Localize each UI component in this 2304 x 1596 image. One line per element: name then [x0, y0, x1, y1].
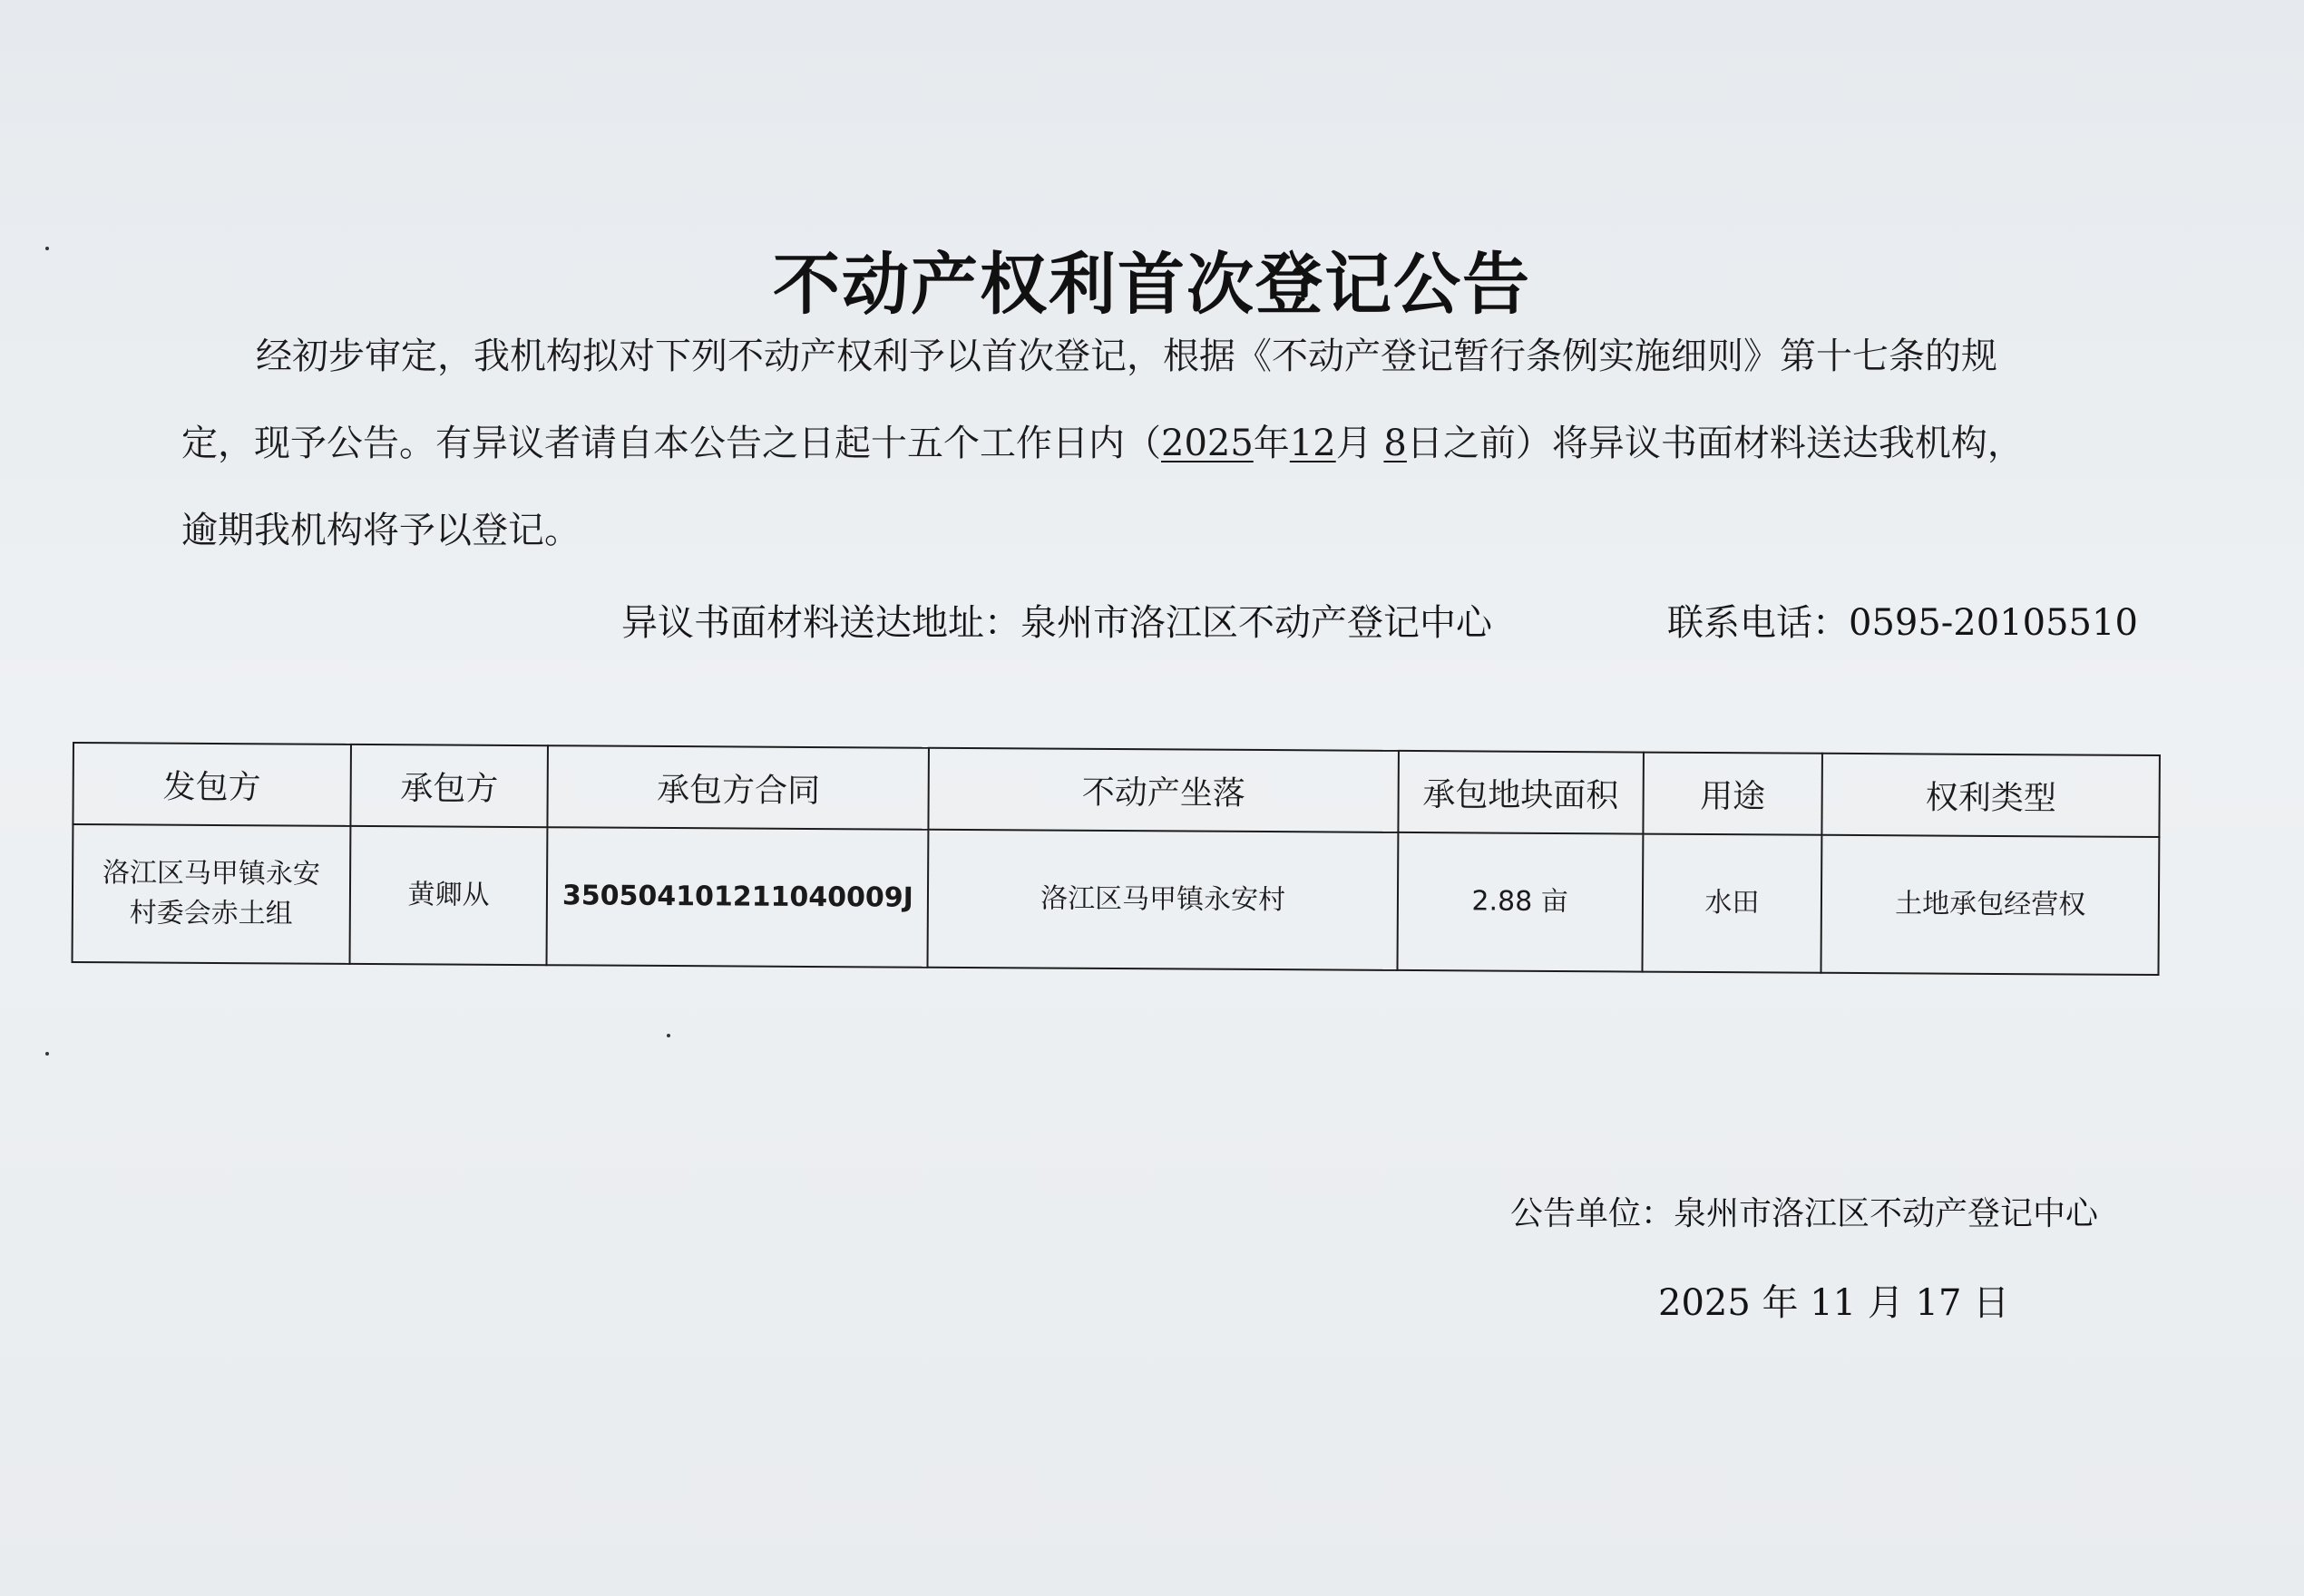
header-area: 承包地块面积 [1398, 751, 1643, 834]
cell-contract-no: 350504101211040009J [547, 827, 929, 968]
cell-area: 2.88 亩 [1397, 832, 1643, 972]
year-char: 年 [1253, 423, 1290, 464]
paper-speck [667, 1034, 670, 1037]
body-line-3: 逾期我机构将予以登记。 [181, 510, 581, 551]
deadline-year: 2025 [1161, 423, 1254, 464]
body-line-2-start: 定，现予公告。有异议者请自本公告之日起十五个工作日内（ [181, 423, 1161, 464]
header-contract: 承包方合同 [548, 745, 929, 830]
month-char: 月 [1335, 423, 1384, 464]
body-line-2 [181, 400, 2024, 487]
body-line-1: 经初步审定，我机构拟对下列不动产权利予以首次登记，根据《不动产登记暂行条例实施细则》第十七条的规 [256, 336, 1997, 377]
registration-table [72, 742, 2161, 976]
header-use: 用途 [1643, 753, 1822, 835]
header-contractor: 承包方 [350, 744, 548, 827]
cell-contractor: 黄卿从 [349, 826, 548, 965]
objection-address: 异议书面材料送达地址：泉州市洛江区不动产登记中心 [621, 602, 1492, 644]
cell-right-type: 土地承包经营权 [1821, 835, 2160, 975]
header-right-type: 权利类型 [1822, 754, 2160, 837]
issuing-unit: 公告单位：泉州市洛江区不动产登记中心 [1510, 1195, 2099, 1232]
cell-location: 洛江区马甲镇永安村 [928, 830, 1398, 970]
deadline-day: 8 [1383, 423, 1407, 464]
issue-date: 2025 年 11 月 17 日 [1658, 1282, 2010, 1324]
header-issuer: 发包方 [73, 743, 350, 826]
header-location: 不动产坐落 [929, 748, 1399, 832]
table-row [73, 824, 2160, 975]
body-line-2-end: 日之前）将异议书面材料送达我机构， [1406, 423, 2024, 464]
cell-issuer: 洛江区马甲镇永安村委会赤土组 [73, 824, 351, 964]
notice-body [181, 313, 2123, 585]
paper-speck [45, 247, 49, 250]
table-header-row [73, 743, 2160, 837]
cell-use: 水田 [1642, 834, 1822, 973]
paper-speck [45, 1052, 49, 1056]
contact-phone: 联系电话：0595-20105510 [1667, 602, 2138, 644]
notice-title: 不动产权利首次登记公告 [773, 246, 1531, 324]
deadline-month: 12 [1289, 423, 1336, 464]
